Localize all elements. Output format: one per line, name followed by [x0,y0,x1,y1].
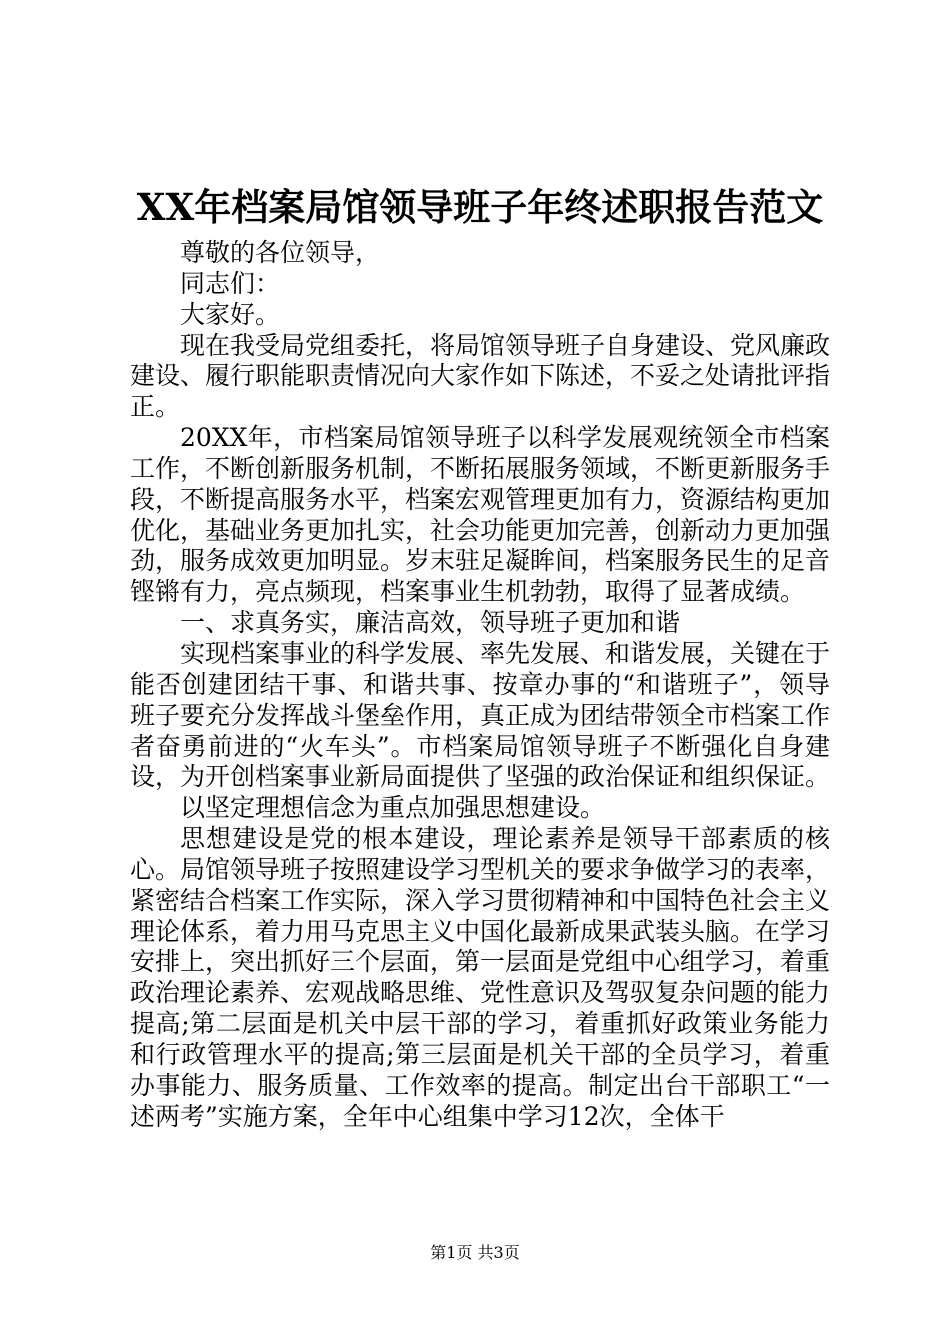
paragraph-overview: 20XX年，市档案局馆领导班子以科学发展观统领全市档案工作，不断创新服务机制，不断拓展服务领域，不断更新服务手段，不断提高服务水平，档案宏观管理更加有力，资源结构更加优化，基础业务更加扎实，社会功能更加完善，创新动力更加强劲，服务成效更加明显。岁末驻足凝眸间，档案服务民生的足音铿锵有力，亮点频现，档案事业生机勃勃，取得了显著成绩。 [130,423,831,607]
subheading-ideology: 以坚定理想信念为重点加强思想建设。 [180,793,606,823]
paragraph-ideology: 思想建设是党的根本建设，理论素养是领导干部素质的核心。局馆领导班子按照建设学习型机关的要求争做学习的表率，紧密结合档案工作实际，深入学习贯彻精神和中国特色社会主义理论体系，着力用马克思主义中国化最新成果武装头脑。在学习安排上，突出抓好三个层面，第一层面是党组中心组学习，着重政治理论素养、宏观战略思维、党性意识及驾驭复杂问题的能力提高;第二层面是机关中层干部的学习，着重抓好政策业务能力和行政管理水平的提高;第三层面是机关干部的全员学习，着重办事能力、服务质量、工作效率的提高。制定出台干部职工“一述两考”实施方案，全年中心组集中学习12次，全体干 [130,824,831,1131]
paragraph-greeting: 大家好。 [180,299,281,329]
paragraph-salutation-comrades: 同志们： [180,268,281,298]
paragraph-intro: 现在我受局党组委托，将局馆领导班子自身建设、党风廉政建设、履行职能职责情况向大家作如下陈述，不妥之处请批评指正。 [130,330,831,422]
document-body [130,238,830,1132]
paragraph-section-1: 实现档案事业的科学发展、率先发展、和谐发展，关键在于能否创建团结干事、和谐共事、按章办事的“和谐班子”，领导班子要充分发挥战斗堡垒作用，真正成为团结带领全市档案工作者奋勇前进的“火车头”。市档案局馆领导班子不断强化自身建设，为开创档案事业新局面提供了坚强的政治保证和组织保证。 [130,638,831,792]
section-heading-1: 一、求真务实，廉洁高效，领导班子更加和谐 [180,608,681,638]
page-footer: 第1页 共3页 [430,1243,520,1262]
paragraph-salutation: 尊敬的各位领导， [180,238,381,267]
document-title: XX年档案局馆领导班子年终述职报告范文 [136,185,824,229]
